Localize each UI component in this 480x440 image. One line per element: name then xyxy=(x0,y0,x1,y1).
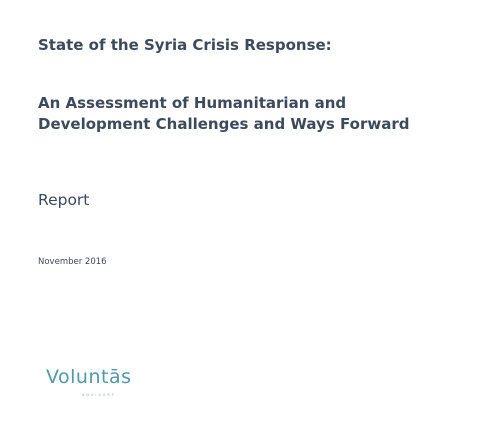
voluntas-logo xyxy=(46,366,176,406)
logo-tagline: ADVISORY xyxy=(82,393,116,397)
document-date: November 2016 xyxy=(38,257,107,267)
document-type: Report xyxy=(38,191,90,209)
logo-wordmark: Voluntās xyxy=(46,366,132,388)
document-subtitle: An Assessment of Humanitarian and Development Challenges and Ways Forward xyxy=(38,94,410,133)
document-title: State of the Syria Crisis Response: xyxy=(38,36,332,54)
